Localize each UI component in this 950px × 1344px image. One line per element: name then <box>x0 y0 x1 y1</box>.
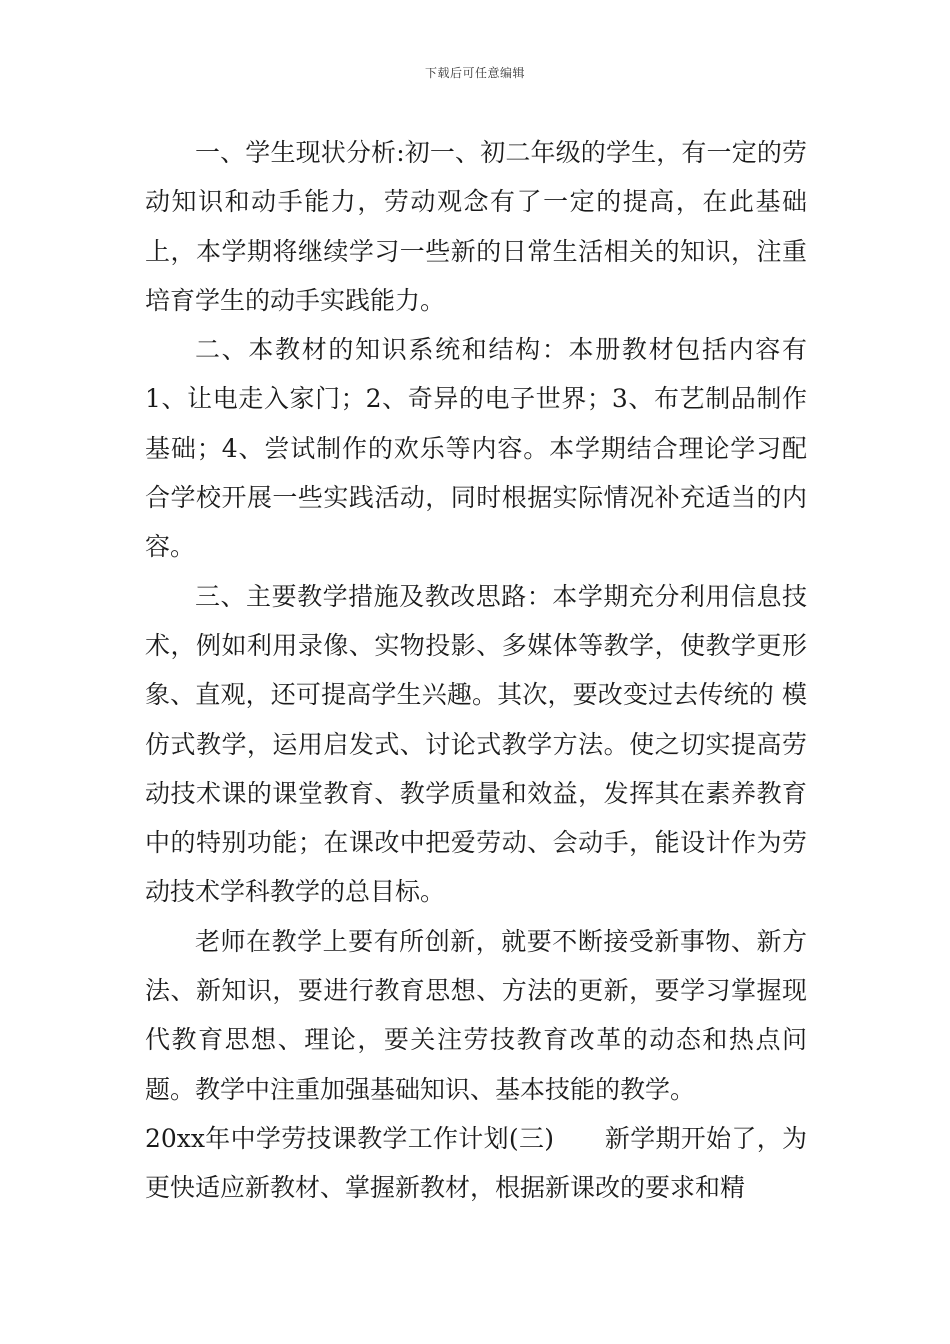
document-body <box>145 128 807 1213</box>
paragraph-plan-three: 20xx年中学劳技课教学工作计划(三) 新学期开始了，为更快适应新教材、掌握新教材，根据新课改的要求和精 <box>145 1123 807 1203</box>
page-header: 下载后可任意编辑 <box>424 66 525 80</box>
paragraph-textbook-structure: 二、本教材的知识系统和结构：本册教材包括内容有1、让电走入家门；2、奇异的电子世界；3、布艺制品制作基础；4、尝试制作的欢乐等内容。本学期结合理论学习配合学校开展一些实践活动，同时根据实际情况补充适当的内容。 <box>145 335 807 562</box>
paragraph-teacher-innovation: 老师在教学上要有所创新，就要不断接受新事物、新方法、新知识，要进行教育思想、方法的更新，要学习掌握现代教育思想、理论，要关注劳技教育改革的动态和热点问题。教学中注重加强基础知识、基本技能的教学。 <box>145 926 807 1104</box>
paragraph-teaching-measures: 三、主要教学措施及教改思路：本学期充分利用信息技术，例如利用录像、实物投影、多媒体等教学，使教学更形象、直观，还可提高学生兴趣。其次，要改变过去传统的 模仿式教学，运用启发式、讨论式教学方法。使之切实提高劳动技术课的课堂教育、教学质量和效益，发挥其在素养教育中的特别功能；在课改中把爱劳动、会动手，能设计作为劳动技术学科教学的总目标。 <box>145 581 807 907</box>
paragraph-student-analysis: 一、学生现状分析:初一、初二年级的学生，有一定的劳动知识和动手能力，劳动观念有了一定的提高，在此基础上，本学期将继续学习一些新的日常生活相关的知识，注重培育学生的动手实践能力。 <box>145 138 807 315</box>
